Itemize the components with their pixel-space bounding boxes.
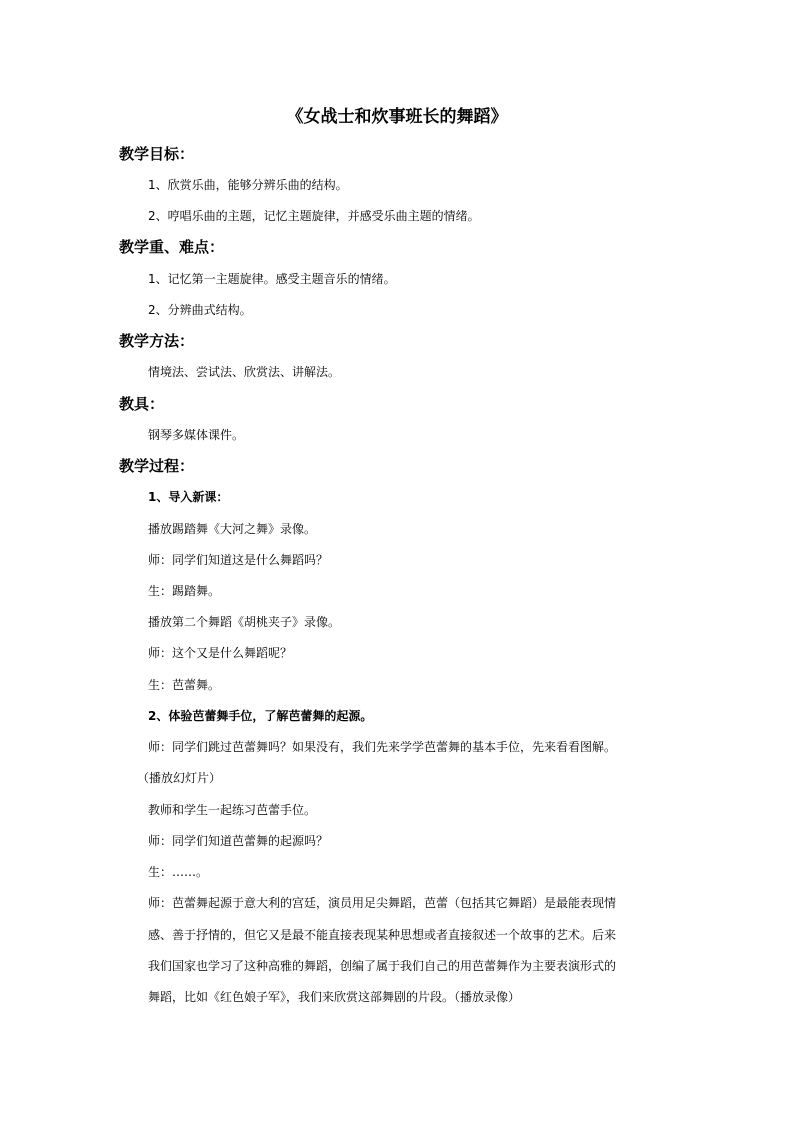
process-line: 师：同学们知道这是什么舞蹈吗？ bbox=[148, 553, 329, 567]
process-line: 教师和学生一起练习芭蕾手位。 bbox=[148, 803, 317, 817]
key-points-item: 2、分辨曲式结构。 bbox=[148, 303, 252, 317]
process-line: 播放第二个舞蹈《胡桃夹子》录像。 bbox=[148, 615, 341, 629]
section-heading-process: 教学过程： bbox=[119, 457, 195, 475]
process-line: 生：踢踏舞。 bbox=[148, 584, 221, 598]
process-line: 播放踢踏舞《大河之舞》录像。 bbox=[148, 522, 317, 536]
section-heading-tools: 教具： bbox=[119, 395, 165, 413]
tools-item: 钢琴多媒体课件。 bbox=[148, 428, 245, 442]
objectives-item: 2、哼唱乐曲的主题，记忆主题旋律，并感受乐曲主题的情绪。 bbox=[148, 209, 480, 223]
key-points-item: 1、记忆第一主题旋律。感受主题音乐的情绪。 bbox=[148, 272, 396, 286]
process-paragraph-line: 感、善于抒情的，但它又是最不能直接表现某种思想或者直接叙述一个故事的艺术。后来 bbox=[148, 928, 617, 942]
section-heading-key-points: 教学重、难点： bbox=[119, 238, 225, 256]
document-title: 《女战士和炊事班长的舞蹈》 bbox=[286, 107, 508, 127]
section-heading-methods: 教学方法： bbox=[119, 332, 195, 350]
process-subheading-intro: 1、导入新课： bbox=[148, 490, 229, 504]
objectives-item: 1、欣赏乐曲，能够分辨乐曲的结构。 bbox=[148, 178, 348, 192]
process-line: 师：同学们跳过芭蕾舞吗？如果没有，我们先来学学芭蕾舞的基本手位，先来看看图解。 bbox=[148, 740, 617, 754]
process-paragraph-line: 师：芭蕾舞起源于意大利的宫廷，演员用足尖舞蹈，芭蕾（包括其它舞蹈）是最能表现情 bbox=[148, 896, 617, 910]
process-line: 师：同学们知道芭蕾舞的起源吗？ bbox=[148, 834, 329, 848]
section-heading-objectives: 教学目标： bbox=[119, 145, 195, 163]
process-line: （播放幻灯片） bbox=[137, 771, 222, 785]
process-line: 生：……。 bbox=[148, 865, 209, 879]
process-paragraph-line: 舞蹈，比如《红色娘子军》，我们来欣赏这部舞剧的片段。（播放录像） bbox=[148, 990, 521, 1004]
process-subheading-ballet: 2、体验芭蕾舞手位，了解芭蕾舞的起源。 bbox=[148, 709, 373, 723]
methods-item: 情境法、尝试法、欣赏法、讲解法。 bbox=[148, 365, 341, 379]
process-paragraph-line: 我们国家也学习了这种高雅的舞蹈，创编了属于我们自己的用芭蕾舞作为主要表演形式的 bbox=[148, 959, 617, 973]
process-line: 师：这个又是什么舞蹈呢？ bbox=[148, 646, 293, 660]
process-line: 生：芭蕾舞。 bbox=[148, 678, 221, 692]
